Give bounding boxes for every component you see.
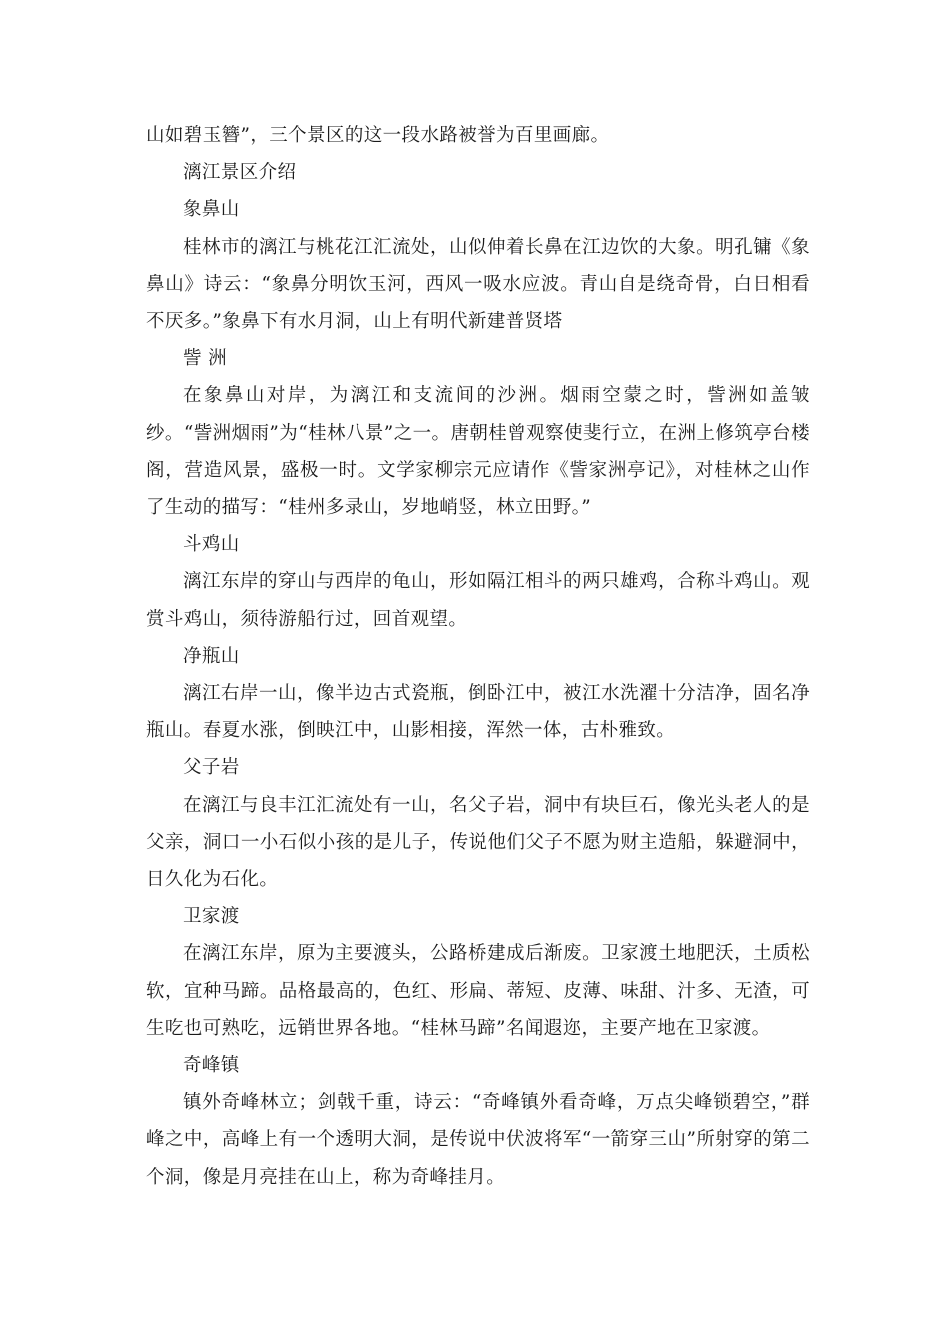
subheading-fuziyan: 父子岩 [183,757,240,779]
subheading-weijiadu: 卫家渡 [183,906,240,928]
paragraph-weijiadu: 在漓江东岸，原为主要渡头，公路桥建成后渐废。卫家渡土地肥沃，土质松软，宜种马蹄。品格最高的，色红、形扁、蒂短、皮薄、味甜、汁多、无渣，可生吃也可熟吃，远销世界各地。“桂林马蹄”名闻遐迩，主要产地在卫家渡。 [146,943,810,1039]
paragraph-fuziyan: 在漓江与良丰江汇流处有一山，名父子岩，洞中有块巨石，像光头老人的是父亲，洞口一小石似小孩的是儿子，传说他们父子不愿为财主造船，躲避洞中，日久化为石化。 [146,794,810,891]
paragraph-jingpingshan: 漓江右岸一山，像半边古式瓷瓶，倒卧江中，被江水洗濯十分洁净，固名净瓶山。春夏水涨，倒映江中，山影相接，浑然一体，古朴雅致。 [146,683,810,742]
paragraph-zizhou: 在象鼻山对岸，为漓江和支流间的沙洲。烟雨空蒙之时，訾洲如盖皱纱。“訾洲烟雨”为“桂林八景”之一。唐朝桂曾观察使斐行立，在洲上修筑亭台楼阁，营造风景，盛极一时。文学家柳宗元应请作《訾家洲亭记》，对桂林之山作了生动的描写：“桂州多录山，岁地峭竖，林立田野。” [146,385,810,519]
document-body [146,117,810,1196]
paragraph-qifengzhen: 镇外奇峰林立；剑戟千重，诗云：“奇峰镇外看奇峰，万点尖峰锁碧空，”群峰之中，高峰上有一个透明大洞，是传说中伏波将军“一箭穿三山”所射穿的第二个洞，像是月亮挂在山上，称为奇峰挂月。 [146,1092,810,1188]
section-title: 漓江景区介绍 [183,162,297,184]
subheading-jingpingshan: 净瓶山 [183,645,240,667]
paragraph-continuation: 山如碧玉簪”，三个景区的这一段水路被誉为百里画廊。 [146,125,610,146]
subheading-qifengzhen: 奇峰镇 [183,1055,240,1077]
paragraph-doujishan: 漓江东岸的穿山与西岸的龟山，形如隔江相斗的两只雄鸡，合称斗鸡山。观赏斗鸡山，须待游船行过，回首观望。 [146,571,810,630]
paragraph-xiangbishan: 桂林市的漓江与桃花江汇流处，山似伸着长鼻在江边饮的大象。明孔镛《象鼻山》诗云：“象鼻分明饮玉河，西风一吸水应波。青山自是绕奇骨，白日相看不厌多。”象鼻下有水月洞，山上有明代新建普贤塔 [146,236,810,333]
subheading-zizhou: 訾 洲 [183,348,228,370]
subheading-xiangbishan: 象鼻山 [183,199,240,221]
subheading-doujishan: 斗鸡山 [183,534,240,556]
